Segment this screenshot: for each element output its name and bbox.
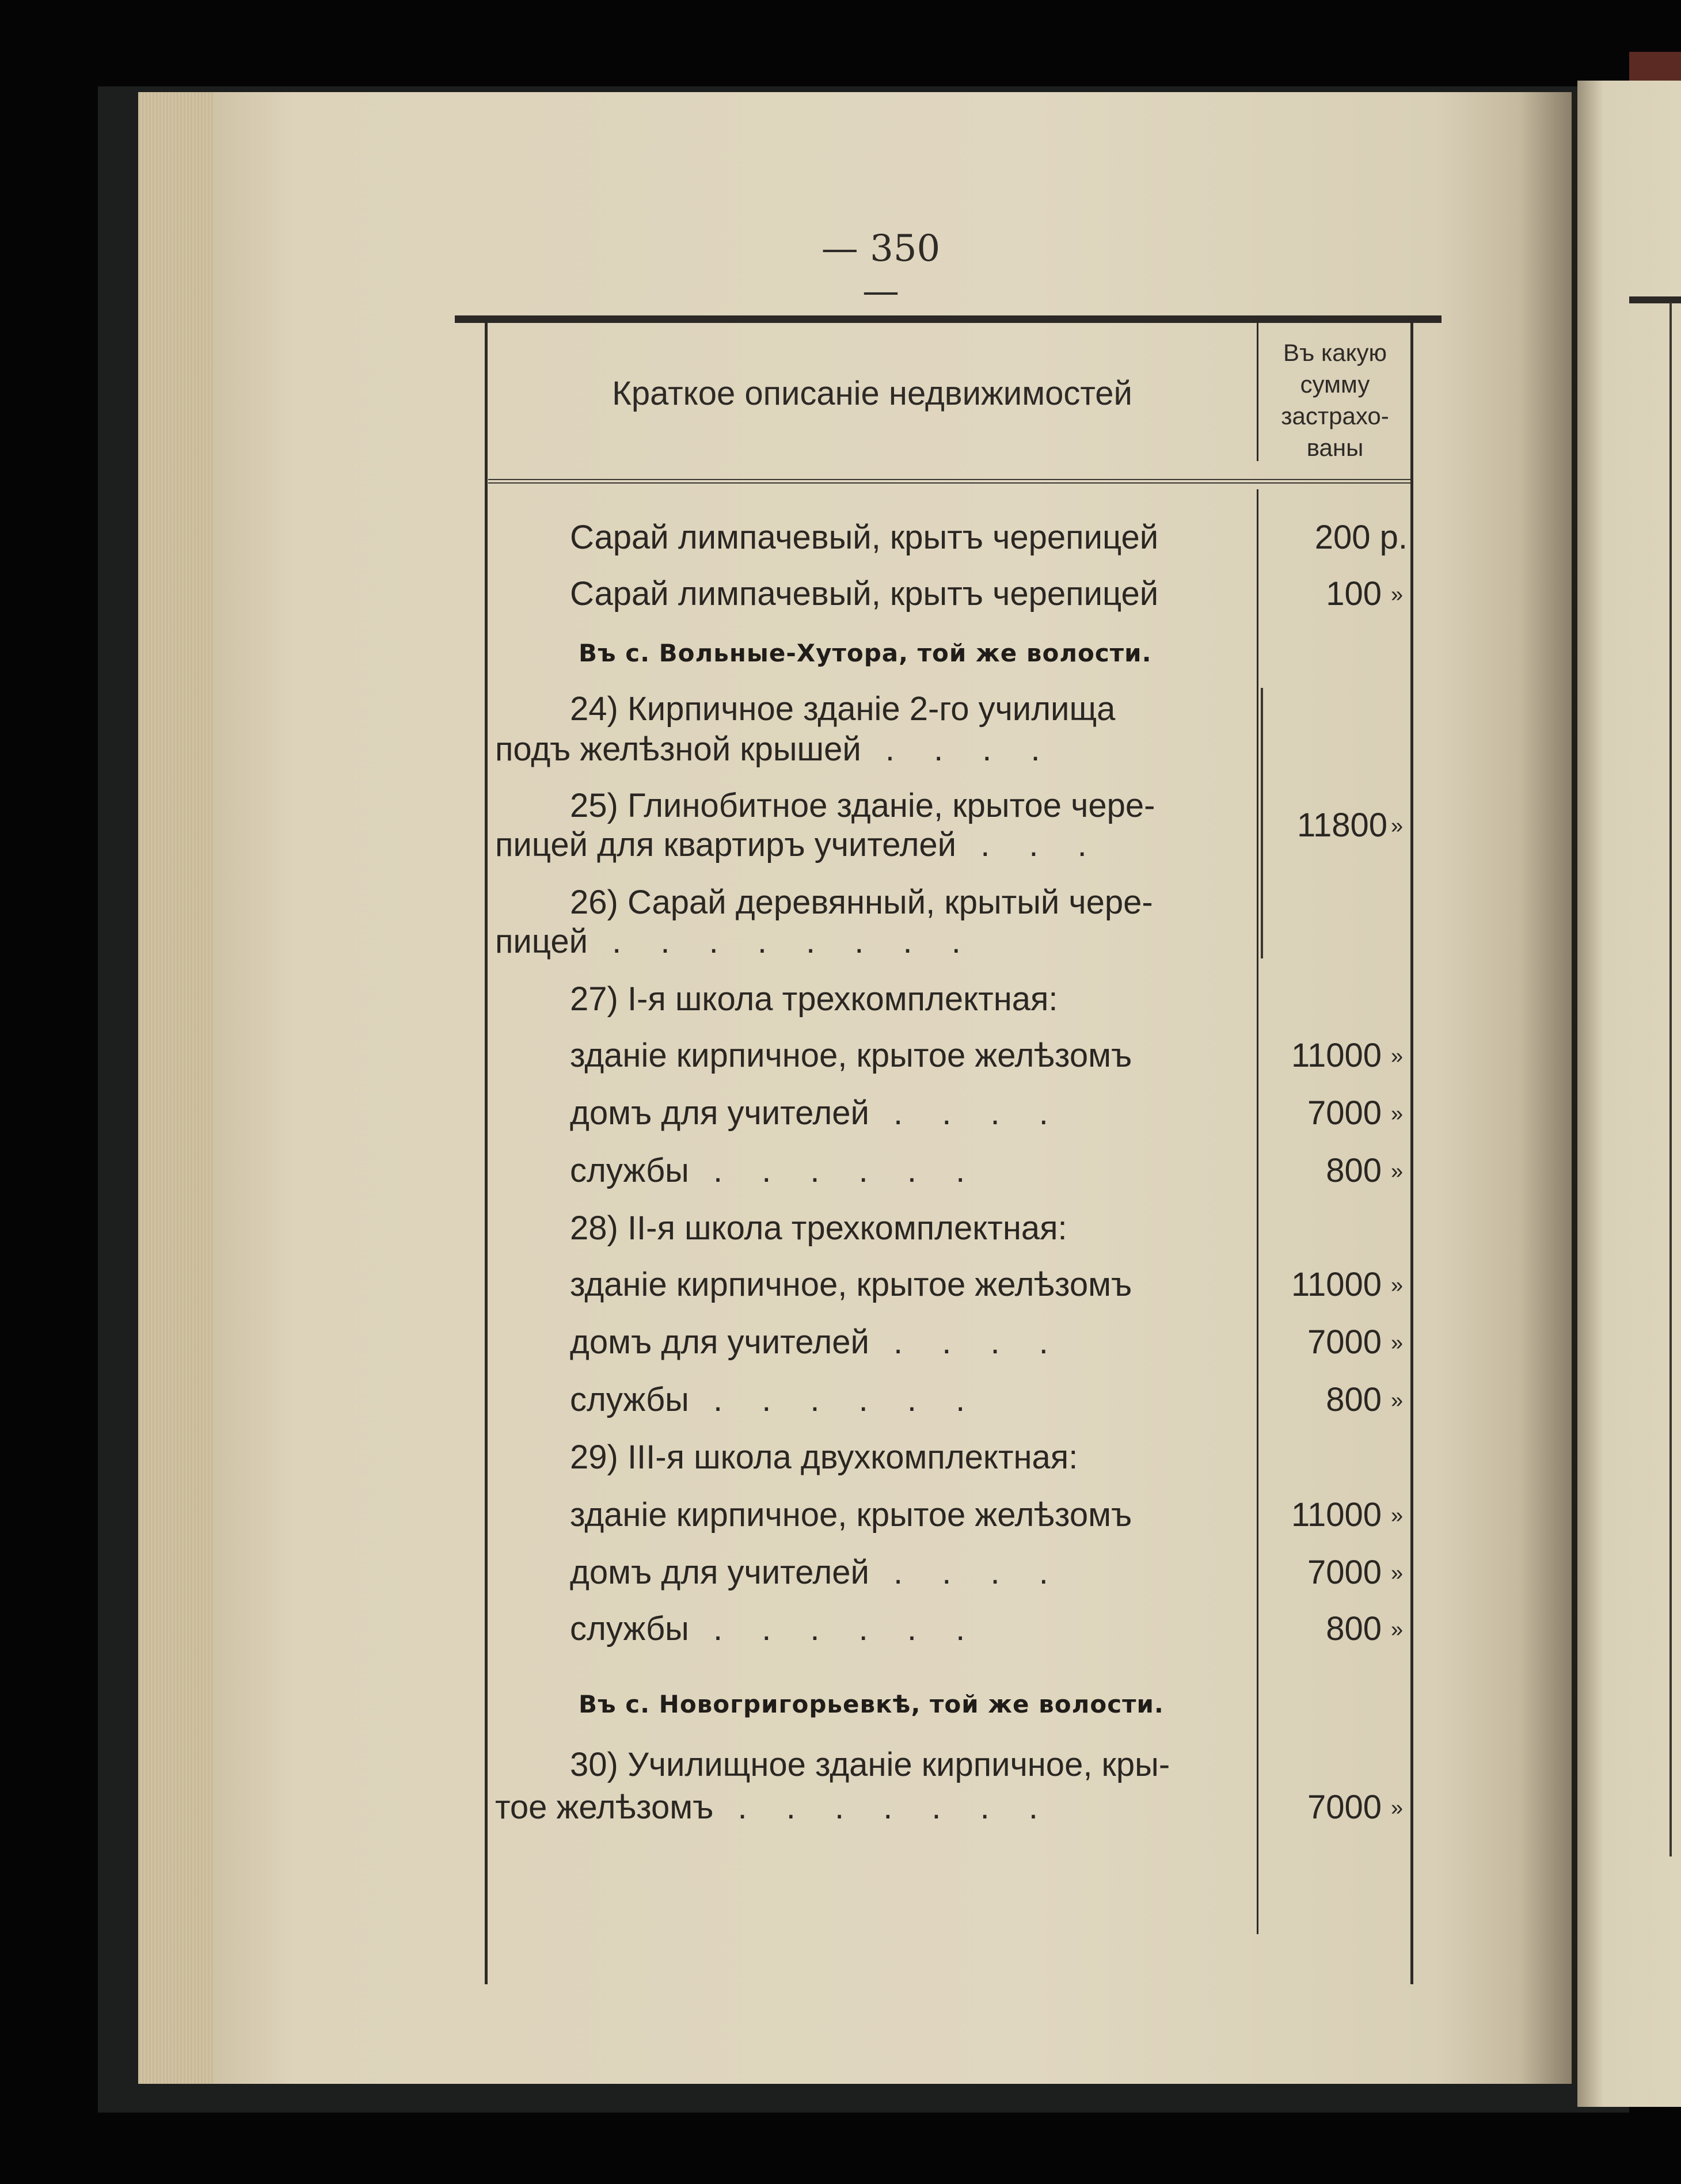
amount-cell: 7000 — [1307, 1554, 1382, 1591]
amount-header-line: сумму — [1300, 371, 1370, 398]
ditto-mark: » — [1391, 1331, 1404, 1355]
ditto-mark: » — [1391, 1044, 1404, 1068]
table-row — [570, 1380, 980, 1419]
table-row — [570, 1323, 1063, 1361]
header-column-divider — [1257, 323, 1258, 461]
amount-column-divider — [1257, 489, 1258, 1934]
table-row: 26) Сарай деревянный, крытый чере- — [570, 884, 1153, 921]
amount-cell: 7000 — [1307, 1323, 1382, 1361]
ditto-mark: » — [1391, 1618, 1404, 1642]
row-text: тое желѣзомъ — [495, 1789, 714, 1826]
section-heading: Въ с. Вольные-Хутора, той же волости. — [579, 639, 1152, 667]
leader-dots: . . . . . . — [689, 1381, 980, 1418]
table-row — [570, 1610, 980, 1648]
ditto-mark: » — [1391, 583, 1404, 607]
table-row: Сарай лимпачевый, крытъ черепицей — [570, 575, 1159, 612]
table-row — [570, 1094, 1063, 1132]
amount-cell: 11000 — [1291, 1266, 1382, 1303]
table-row-continuation — [495, 730, 1055, 768]
amount-header-line: Въ какую — [1283, 339, 1387, 366]
row-text: домъ для учителей — [570, 1554, 869, 1591]
page-number: — 350 — — [821, 227, 941, 313]
table-row — [570, 1151, 980, 1190]
table-row-continuation — [495, 922, 976, 961]
leader-dots: . . . . — [869, 1554, 1063, 1591]
table-row: зданіе кирпичное, крытое желѣзомъ — [570, 1037, 1132, 1074]
leader-dots: . . . . — [861, 730, 1055, 768]
facing-page-edge — [1577, 81, 1681, 2107]
leader-dots: . . . — [956, 826, 1102, 863]
row-text: домъ для учителей — [570, 1094, 869, 1132]
description-column-header: Краткое описаніе недвижимостей — [612, 375, 1132, 412]
facing-page-column-line — [1669, 302, 1672, 1856]
amount-cell-grouped: 11800 — [1297, 806, 1387, 844]
spine-shadow — [1520, 92, 1577, 2084]
amount-cell: 800 — [1326, 1610, 1382, 1647]
table-row: 28) ІІ-я школа трехкомплектная: — [570, 1209, 1067, 1247]
table-row: 30) Училищное зданіе кирпичное, кры- — [570, 1746, 1170, 1783]
table-row: 29) ІІІ-я школа двухкомплектная: — [570, 1439, 1078, 1476]
amount-cell: 11000 — [1291, 1496, 1382, 1534]
row-text: службы — [570, 1381, 689, 1418]
table-row: 24) Кирпичное зданіе 2-го училища — [570, 690, 1116, 728]
row-text: пицей для квартиръ учителей — [495, 826, 957, 863]
row-text: подъ желѣзной крышей — [495, 730, 861, 768]
leader-dots: . . . . . . — [689, 1610, 980, 1647]
leader-dots: . . . . . . . . — [588, 923, 976, 960]
amount-cell: 800 — [1326, 1152, 1382, 1189]
amount-cell: 7000 — [1307, 1789, 1382, 1826]
row-text: службы — [570, 1152, 689, 1189]
ditto-mark: » — [1391, 1159, 1404, 1184]
ditto-mark: » — [1391, 1561, 1404, 1585]
page-stack-edges — [138, 92, 219, 2084]
ditto-mark: » — [1391, 1273, 1404, 1298]
amount-cell: 200 р. — [1314, 519, 1408, 556]
table-row-continuation — [495, 825, 1102, 864]
leader-dots: . . . . . . . — [713, 1789, 1053, 1826]
table-left-border — [485, 323, 488, 1984]
amount-cell: 11000 — [1291, 1037, 1382, 1074]
header-bottom-rule — [488, 479, 1410, 484]
table-row: 27) І-я школа трехкомплектная: — [570, 980, 1058, 1018]
leader-dots: . . . . . . — [689, 1152, 980, 1189]
table-right-border — [1410, 323, 1413, 1984]
amount-header-line: застрахо- — [1281, 402, 1389, 429]
table-row: зданіе кирпичное, крытое желѣзомъ — [570, 1266, 1132, 1303]
table-row: Сарай лимпачевый, крытъ черепицей — [570, 519, 1159, 556]
amount-cell: 800 — [1326, 1381, 1382, 1418]
table-row: зданіе кирпичное, крытое желѣзомъ — [570, 1496, 1132, 1534]
ditto-mark: » — [1391, 1504, 1404, 1528]
ditto-mark: » — [1391, 1796, 1404, 1820]
table-row-continuation — [495, 1788, 1053, 1827]
table-row: 25) Глинобитное зданіе, крытое чере- — [570, 787, 1155, 824]
amount-header-line: ваны — [1306, 434, 1364, 461]
table-row — [570, 1553, 1063, 1592]
table-top-rule — [455, 315, 1442, 323]
amount-cell: 7000 — [1307, 1094, 1382, 1132]
ditto-mark: » — [1391, 1102, 1404, 1126]
facing-page-rule — [1629, 296, 1681, 303]
leader-dots: . . . . — [869, 1323, 1063, 1361]
section-heading: Въ с. Новогригорьевкѣ, той же волости. — [579, 1690, 1164, 1718]
amount-column-header — [1261, 337, 1409, 463]
row-text: домъ для учителей — [570, 1323, 869, 1361]
leader-dots: . . . . — [869, 1094, 1063, 1132]
ditto-mark: » — [1391, 1388, 1404, 1413]
row-text: службы — [570, 1610, 689, 1647]
row-text: пицей — [495, 923, 588, 960]
amount-cell: 100 — [1326, 575, 1382, 612]
ditto-mark: » — [1391, 814, 1404, 838]
